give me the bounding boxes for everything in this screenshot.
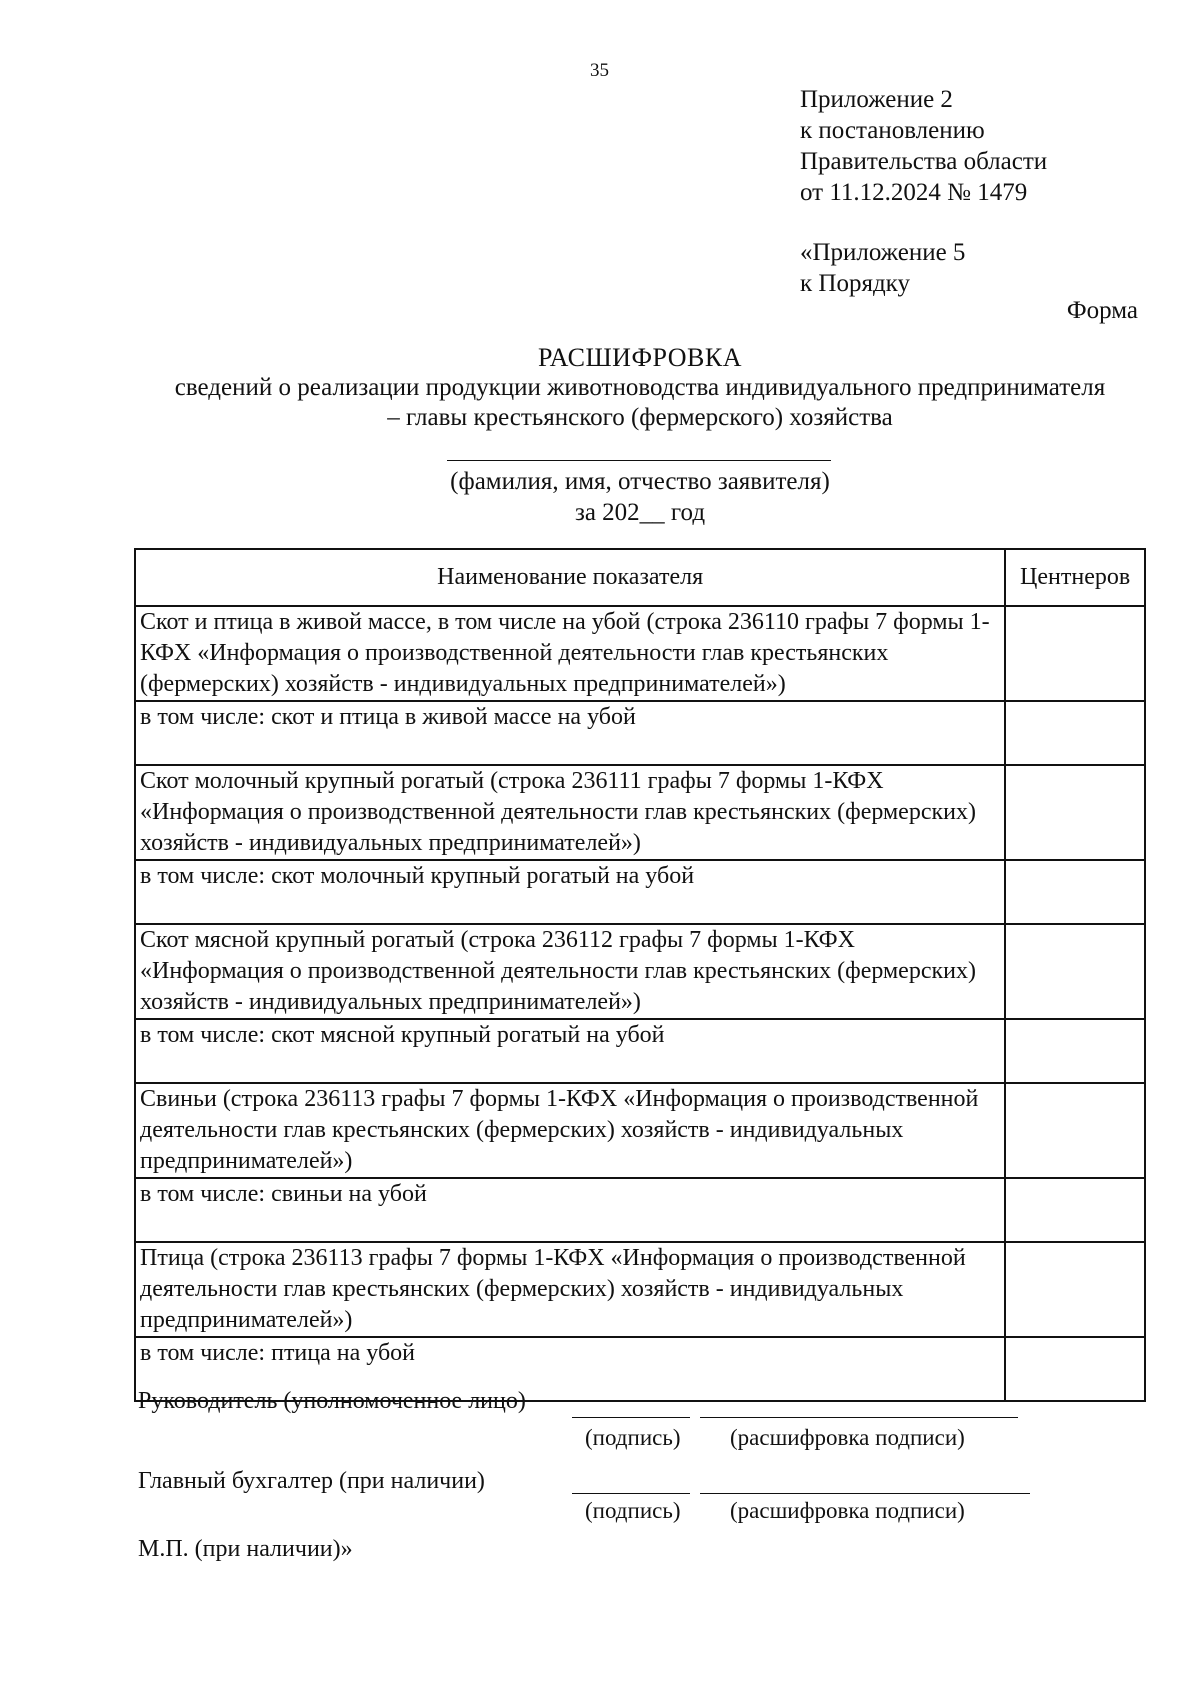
appendix-header xyxy=(800,84,1047,208)
indicator-value-cell[interactable] xyxy=(1005,1019,1145,1083)
table-row xyxy=(135,765,1145,860)
indicator-name: Скот и птица в живой массе, в том числе на убой (строка 236110 графы 7 формы 1-КФХ «Информация о производственной деятельности глав крестьянских (фермерских) хозяйств - индивидуальных предпринимателей») xyxy=(135,606,1005,701)
table-header-row xyxy=(135,549,1145,606)
applicant-name-line[interactable] xyxy=(447,460,831,461)
table-row xyxy=(135,1019,1145,1083)
accountant-decoding-caption: (расшифровка подписи) xyxy=(730,1498,965,1523)
accountant-decoding-line[interactable] xyxy=(700,1493,1030,1494)
indicator-value-cell[interactable] xyxy=(1005,701,1145,765)
table-row xyxy=(135,701,1145,765)
title-block xyxy=(120,343,1160,433)
indicator-name: Свиньи (строка 236113 графы 7 формы 1-КФХ «Информация о производственной деятельности глав крестьянских (фермерских) хозяйств - индивидуальных предпринимателей») xyxy=(135,1083,1005,1178)
indicator-value-cell[interactable] xyxy=(1005,924,1145,1019)
appendix-line: Правительства области xyxy=(800,148,1048,175)
column-header-centners: Центнеров xyxy=(1005,549,1145,606)
appendix-line: Приложение 2 xyxy=(800,86,953,113)
head-signature-line[interactable] xyxy=(572,1417,690,1418)
indicator-value-cell[interactable] xyxy=(1005,1242,1145,1337)
report-year: за 202__ год xyxy=(574,499,706,526)
table-row xyxy=(135,860,1145,924)
indicator-name: в том числе: скот молочный крупный рогатый на убой xyxy=(135,860,1005,924)
head-signature-label: Руководитель (уполномоченное лицо) xyxy=(138,1388,526,1414)
accountant-signature-line[interactable] xyxy=(572,1493,690,1494)
head-signature-caption: (подпись) xyxy=(585,1425,681,1450)
inner-appendix-line: к Порядку xyxy=(800,270,910,297)
appendix-line: к постановлению xyxy=(800,117,985,144)
document-subtitle: сведений о реализации продукции животноводства индивидуального предпринимателя xyxy=(174,374,1106,401)
table-row xyxy=(135,606,1145,701)
appendix-line: от 11.12.2024 № 1479 xyxy=(800,179,1028,206)
indicators-table xyxy=(134,548,1146,1402)
accountant-signature-label: Главный бухгалтер (при наличии) xyxy=(138,1468,485,1494)
table-row xyxy=(135,1178,1145,1242)
head-decoding-line[interactable] xyxy=(700,1417,1018,1418)
table-row xyxy=(135,1242,1145,1337)
page-number: 35 xyxy=(590,60,609,81)
indicator-value-cell[interactable] xyxy=(1005,1178,1145,1242)
applicant-caption-block xyxy=(120,466,1160,528)
inner-appendix-header xyxy=(800,237,965,299)
indicator-value-cell[interactable] xyxy=(1005,765,1145,860)
table-row xyxy=(135,924,1145,1019)
indicator-value-cell[interactable] xyxy=(1005,860,1145,924)
indicator-name: Скот молочный крупный рогатый (строка 236111 графы 7 формы 1-КФХ «Информация о производственной деятельности глав крестьянских (фермерских) хозяйств - индивидуальных предпринимателей») xyxy=(135,765,1005,860)
indicator-value-cell[interactable] xyxy=(1005,606,1145,701)
form-label: Форма xyxy=(1066,297,1138,324)
indicator-name: в том числе: скот и птица в живой массе на убой xyxy=(135,701,1005,765)
head-decoding-caption: (расшифровка подписи) xyxy=(730,1425,965,1450)
stamp-label: М.П. (при наличии)» xyxy=(138,1536,353,1562)
inner-appendix-line: «Приложение 5 xyxy=(800,239,966,266)
document-title: РАСШИФРОВКА xyxy=(537,343,743,372)
accountant-signature-caption: (подпись) xyxy=(585,1498,681,1523)
indicator-value-cell[interactable] xyxy=(1005,1337,1145,1401)
indicator-name: Скот мясной крупный рогатый (строка 236112 графы 7 формы 1-КФХ «Информация о производственной деятельности глав крестьянских (фермерских) хозяйств - индивидуальных предпринимателей») xyxy=(135,924,1005,1019)
indicator-name: в том числе: скот мясной крупный рогатый на убой xyxy=(135,1019,1005,1083)
applicant-caption: (фамилия, имя, отчество заявителя) xyxy=(450,468,830,495)
indicator-value-cell[interactable] xyxy=(1005,1083,1145,1178)
column-header-indicator: Наименование показателя xyxy=(135,549,1005,606)
indicator-name: в том числе: птица на убой xyxy=(135,1337,1005,1401)
indicator-name: в том числе: свиньи на убой xyxy=(135,1178,1005,1242)
document-subtitle: – главы крестьянского (фермерского) хозяйства xyxy=(387,404,893,431)
table-row xyxy=(135,1083,1145,1178)
indicator-name: Птица (строка 236113 графы 7 формы 1-КФХ «Информация о производственной деятельности глав крестьянских (фермерских) хозяйств - индивидуальных предпринимателей») xyxy=(135,1242,1005,1337)
